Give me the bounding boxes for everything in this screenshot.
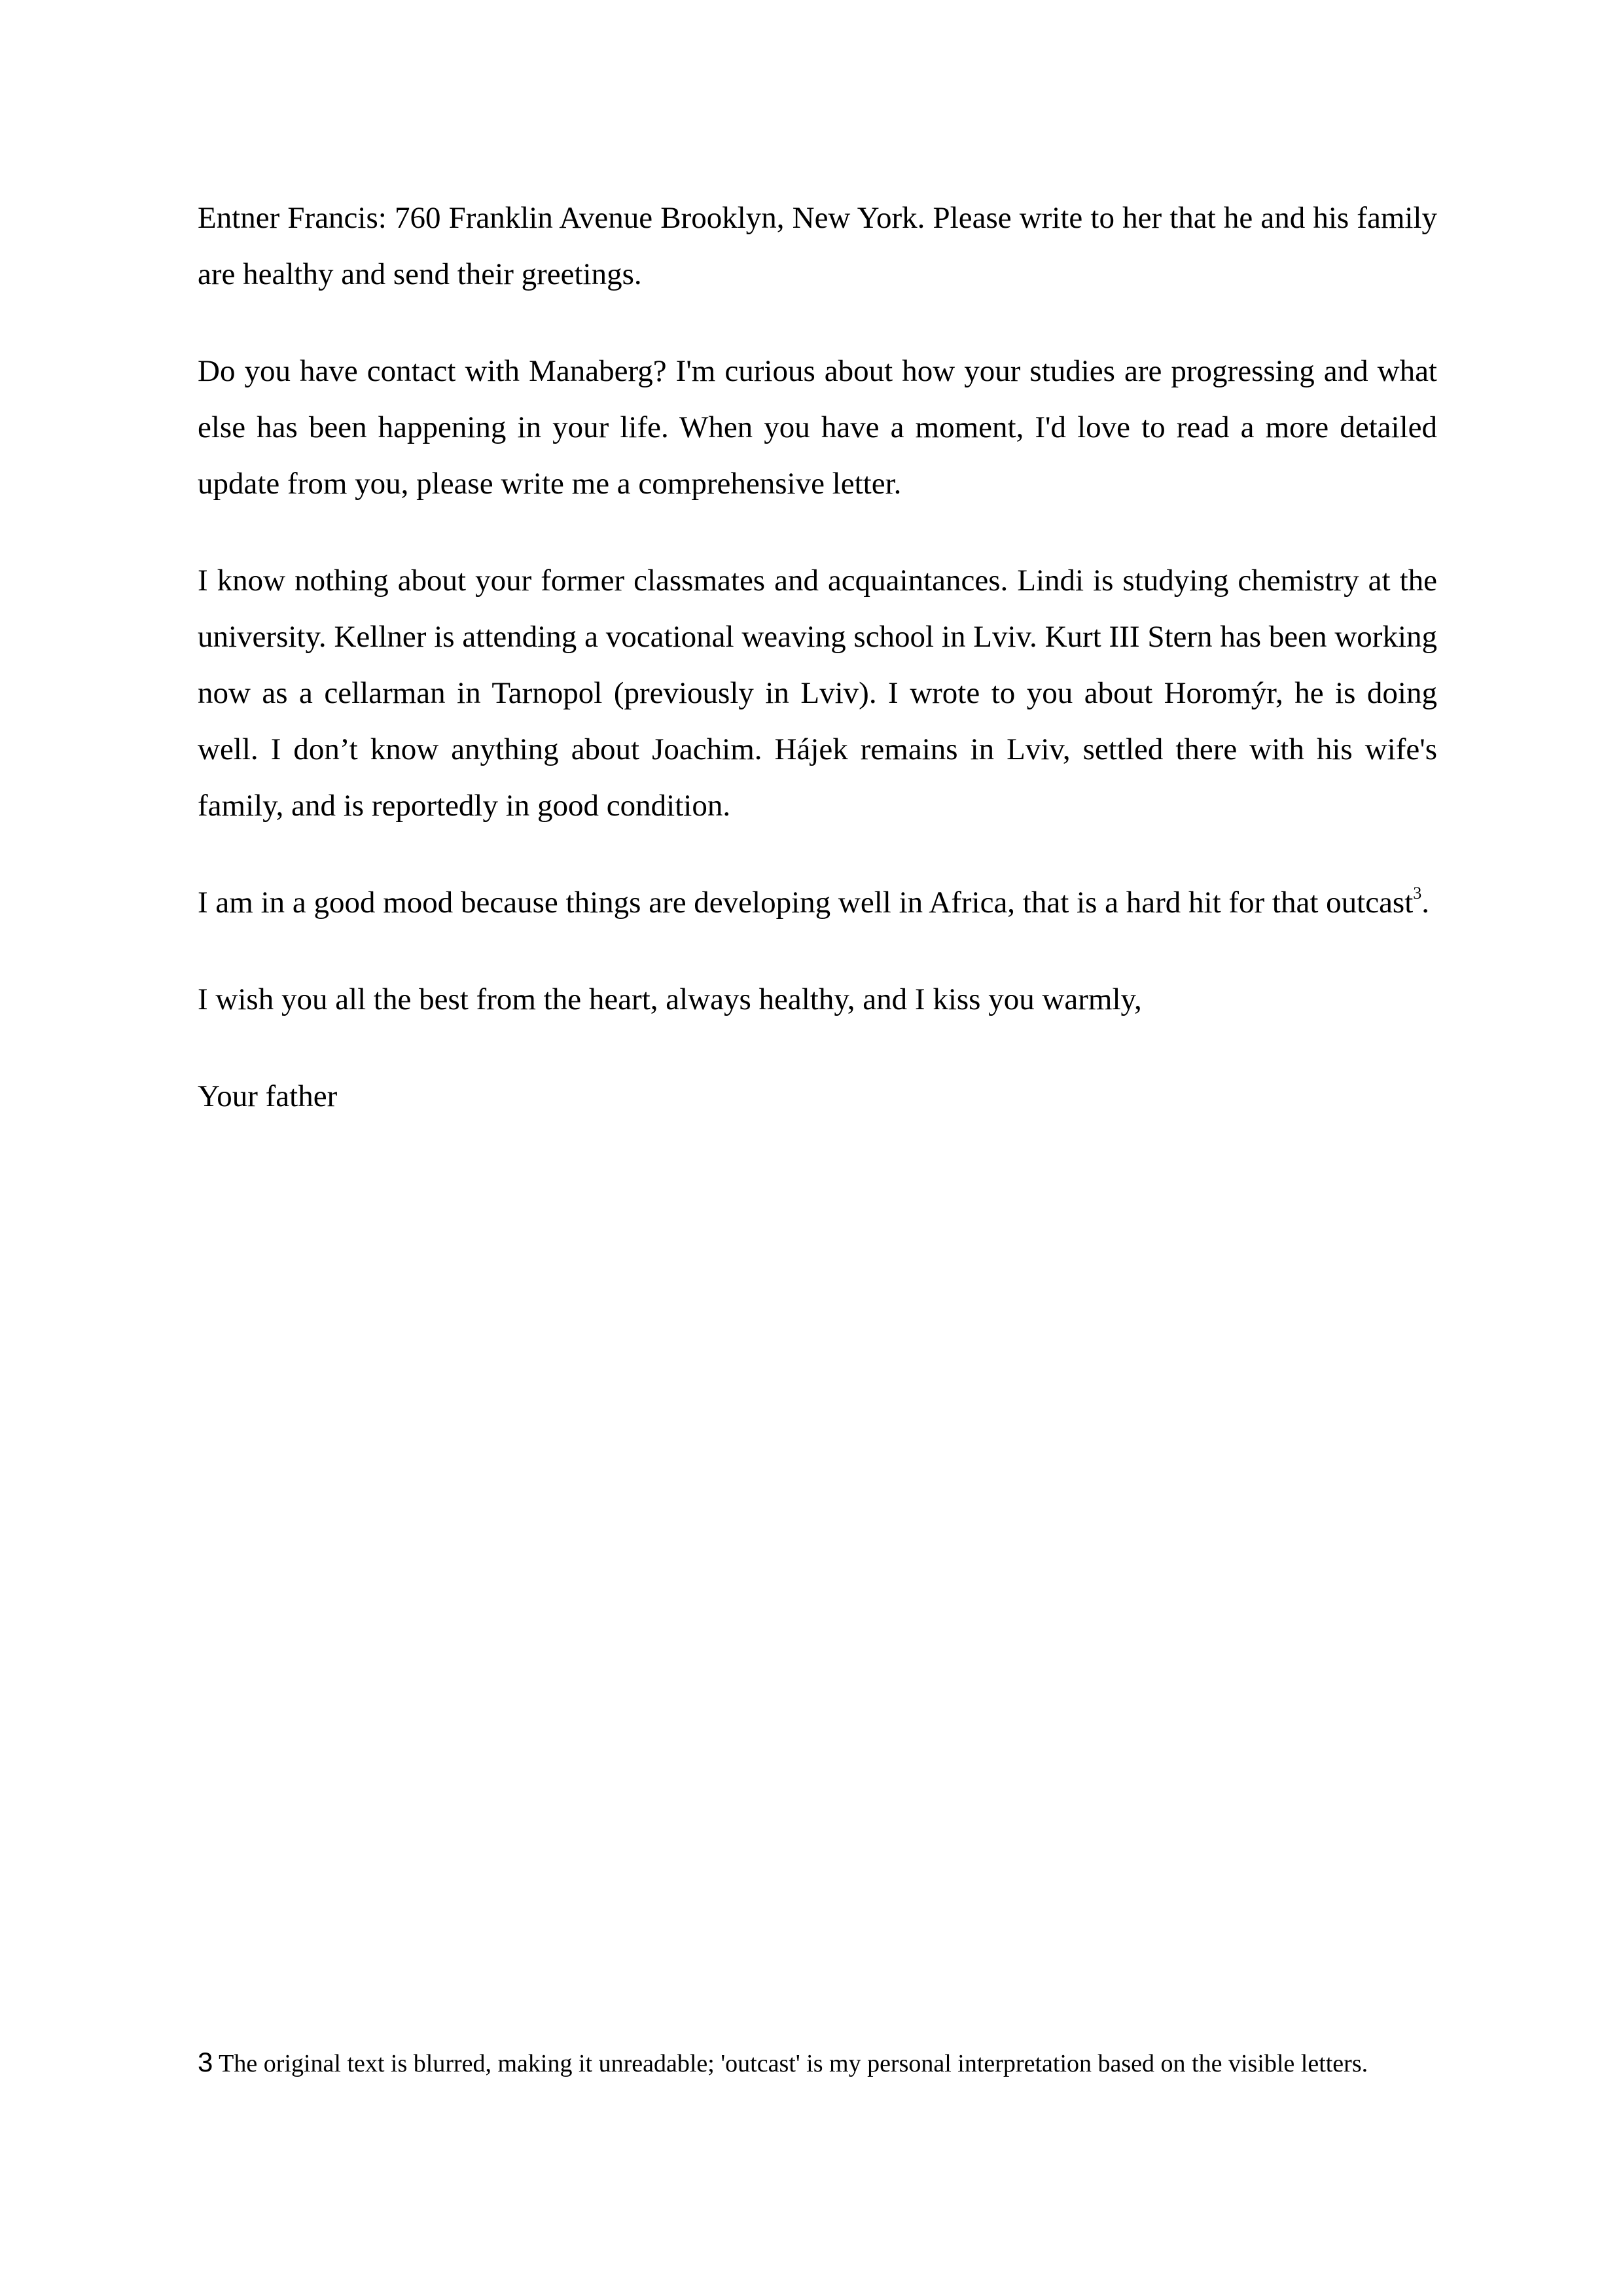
footnote-text: The original text is blurred, making it unreadable; 'outcast' is my personal interpretation based on the visible letters. [213, 2050, 1368, 2077]
paragraph-address: Entner Francis: 760 Franklin Avenue Brooklyn, New York. Please write to her that he and his family are healthy and send their greetings. [198, 201, 1437, 291]
paragraph-wishes: I wish you all the best from the heart, always healthy, and I kiss you warmly, [198, 982, 1142, 1016]
footnote [198, 2047, 1437, 2079]
closing-signature: Your father [198, 1079, 338, 1113]
paragraph-mood [198, 874, 1437, 931]
paragraph-mood-text: I am in a good mood because things are developing well in Africa, that is a hard hit for that outcast [198, 886, 1414, 920]
paragraph-contact: Do you have contact with Manaberg? I'm curious about how your studies are progressing and what else has been happening in your life. When you have a moment, I'd love to read a more detailed update from you, please write me a comprehensive letter. [198, 354, 1437, 501]
paragraph-classmates: I know nothing about your former classmates and acquaintances. Lindi is studying chemistry at the university. Kellner is attending a vocational weaving school in Lviv. Kurt III Stern has been working now as a cellarman in Tarnopol (previously in Lviv). I wrote to you about Horomýr, he is doing well. I don’t know anything about Joachim. Hájek remains in Lviv, settled there with his wife's family, and is reportedly in good condition. [198, 564, 1437, 823]
paragraph-mood-end: . [1421, 886, 1430, 920]
letter-body [198, 190, 1437, 1165]
footnote-reference: 3 [1413, 884, 1422, 903]
footnote-number: 3 [198, 2047, 213, 2077]
